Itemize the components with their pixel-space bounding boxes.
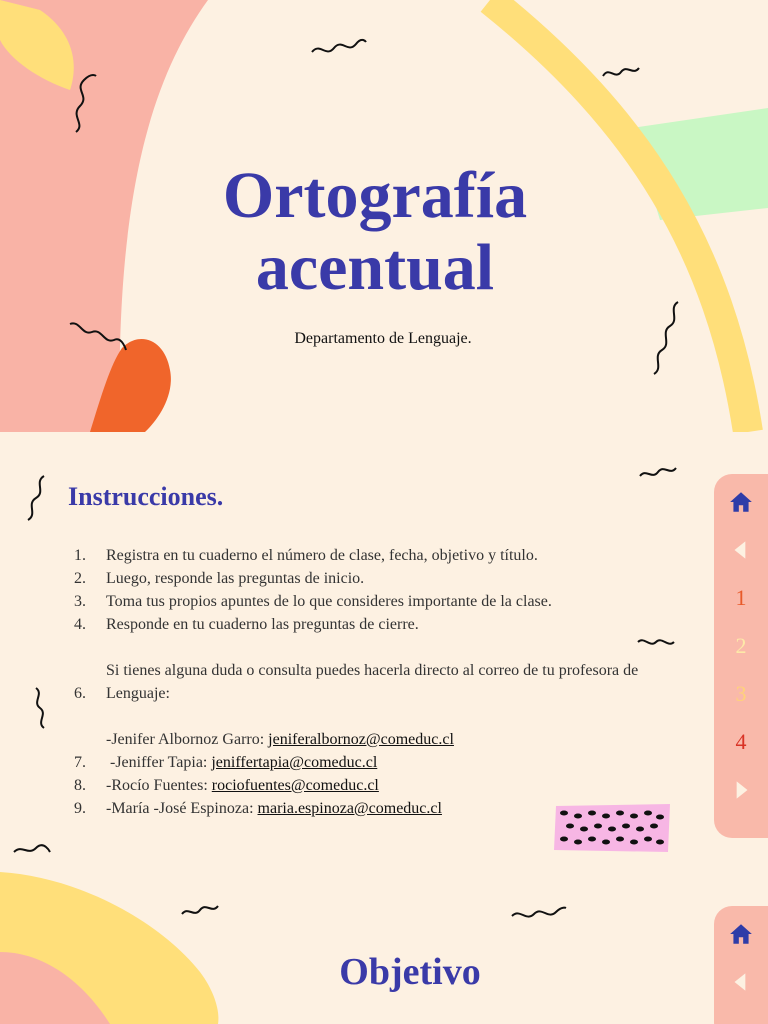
- list-item: 3. Toma tus propios apuntes de lo que consideres importante de la clase.: [74, 593, 552, 610]
- slide-nav-panel: [714, 906, 768, 1024]
- title-line-2: acentual: [255, 231, 495, 304]
- department-subtitle: Departamento de Lenguaje.: [294, 330, 472, 347]
- presentation-title: [150, 160, 600, 304]
- back-button[interactable]: [714, 958, 768, 1006]
- contact-row: 8. -Rocío Fuentes: rociofuentes@comeduc.cl: [74, 777, 379, 794]
- contact-row: -Jenifer Albornoz Garro: jeniferalbornoz@comeduc.cl: [106, 731, 454, 748]
- page-link-4[interactable]: 4: [735, 729, 747, 754]
- slide-nav-panel: [714, 474, 768, 838]
- forward-button[interactable]: [714, 766, 768, 814]
- list-item: 2. Luego, responde las preguntas de inicio.: [74, 570, 365, 587]
- instructions-heading: Instrucciones.: [68, 482, 224, 511]
- list-item: 6. Si tienes alguna duda o consulta puedes hacerla directo al correo de tu profesora de Lenguaje:: [74, 662, 639, 702]
- objective-heading: Objetivo: [339, 951, 481, 993]
- email-link[interactable]: maria.espinoza@comeduc.cl: [257, 800, 442, 817]
- page-link-1[interactable]: 1: [735, 585, 747, 610]
- home-icon: [728, 489, 754, 515]
- contact-row: 9. -María -José Espinoza: maria.espinoza@comeduc.cl: [74, 800, 442, 817]
- home-button[interactable]: [714, 478, 768, 526]
- instructions-slide: [0, 432, 768, 1024]
- page-link-2[interactable]: 2: [735, 633, 747, 658]
- home-button[interactable]: [714, 910, 768, 958]
- list-item: 4. Responde en tu cuaderno las preguntas de cierre.: [74, 616, 419, 633]
- list-item: 1. Registra en tu cuaderno el número de clase, fecha, objetivo y título.: [74, 547, 538, 564]
- contact-row: 7. -Jeniffer Tapia: jeniffertapia@comeduc.cl: [74, 754, 378, 771]
- email-link[interactable]: rociofuentes@comeduc.cl: [211, 777, 379, 794]
- home-icon: [728, 921, 754, 947]
- instructions-list: [74, 544, 674, 820]
- email-link[interactable]: jeniferalbornoz@comeduc.cl: [268, 731, 454, 748]
- title-slide: [0, 0, 768, 432]
- page-link-3[interactable]: 3: [735, 681, 747, 706]
- back-button[interactable]: [714, 526, 768, 574]
- forward-arrow-icon: [728, 777, 754, 803]
- email-link[interactable]: jeniffertapia@comeduc.cl: [211, 754, 378, 771]
- back-arrow-icon: [728, 969, 754, 995]
- back-arrow-icon: [728, 537, 754, 563]
- title-line-1: Ortografía: [222, 159, 528, 232]
